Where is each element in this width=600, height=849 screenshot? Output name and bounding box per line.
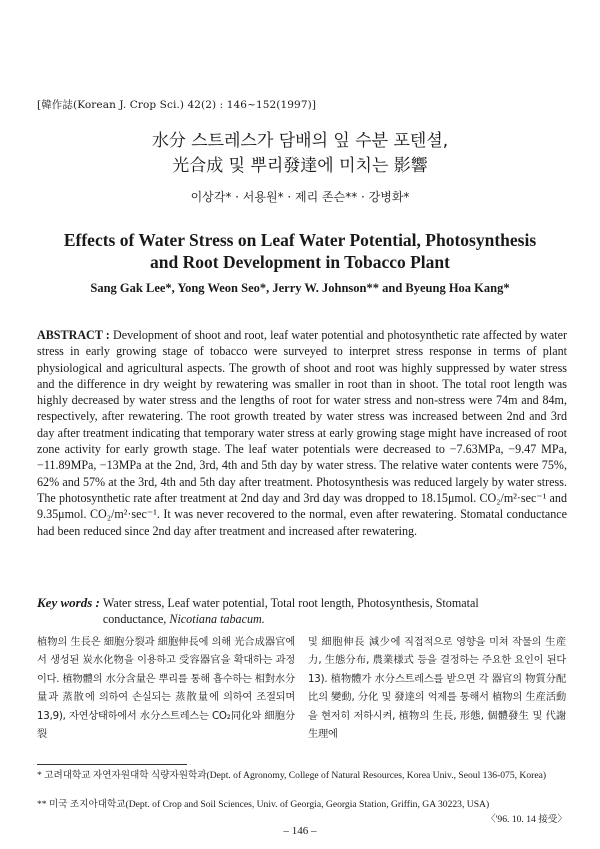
page-number: – 146 –: [283, 825, 317, 837]
abstract-text: Development of shoot and root, leaf water potential and photosynthetic rate affected by water stress in early growing stage of tobacco were surveyed to interpret stress response in terms of plant physiological and agricultural aspects. The growth of shoot and root was highly suppressed by water stress and the difference in dry weight by rewatering was smaller in root than in shoot. The total root length was highly decreased by water stress and the lengths of root for water stress and non-stress were 74m and 84m, respectively, after rewatering. The root growth treated by water stress was increased between 2nd and 3rd day after treatment indicating that temporary water stress at early growing stage might have increased of root zone activity for early growth stage. The leaf water potentials were decreased to −7.63MPa, −9.47 MPa, −11.89MPa, −13MPa at the 2nd, 3rd, 4th and 5th day by water stress. The relative water contents were 75%, 62% and 57% at the 3rd, 4th and 5th day after treatment. Photosynthesis was reduced largely by water stress. The photosynthetic rate after treatment at 2nd day and 3rd day was dropped to 18.15μmol. CO₂/m²·sec⁻¹ and 9.35μmol. CO₂/m²·sec⁻¹. It was never recovered to the normal, even after rewatering. Stomatal conductance had been reduced since 2nd day after treatment and increased after rewatering.: [37, 328, 567, 538]
korean-authors: 이상각* · 서용원* · 제리 존슨** · 강병화*: [190, 190, 410, 204]
footnote-affiliation-1: * 고려대학교 자연자원대학 식량자원학과(Dept. of Agronomy, College of Natural Resources, Korea Univ., Seoul 136-075, Korea): [37, 770, 547, 781]
english-title-line-2: and Root Development in Tobacco Plant: [150, 252, 450, 272]
english-authors: Sang Gak Lee*, Yong Weon Seo*, Jerry W. Johnson** and Byeung Hoa Kang*: [90, 281, 510, 295]
english-title-line-1: Effects of Water Stress on Leaf Water Potential, Photosynthesis: [63, 230, 537, 250]
keywords: [37, 595, 567, 627]
korean-title-line-2: 光合成 및 뿌리發達에 미치는 影響: [172, 156, 428, 176]
received-date: 〈'96. 10. 14 接受〉: [486, 814, 567, 825]
keywords-species: Nicotiana tabacum.: [169, 612, 265, 626]
abstract-label: ABSTRACT :: [37, 328, 110, 342]
keywords-text: Water stress, Leaf water potential, Total root length, Photosynthesis, Stomatal conductance,: [102, 596, 479, 626]
keywords-body: [103, 595, 515, 627]
abstract: [37, 327, 567, 539]
footnote-affiliation-2: ** 미국 조지아대학교(Dept. of Crop and Soil Sciences, Univ. of Georgia, Georgia Station, Griffin, GA 30223, USA): [37, 799, 490, 810]
keywords-label: Key words :: [37, 595, 100, 610]
body-right-column: 및 細胞伸長 減少에 직접적으로 영향을 미쳐 작물의 生産力, 生態分布, 農業様式 등을 결정하는 주요한 요인이 된다13). 植物體가 水分스트레스를 받으면 각 器官의 物質分配比의 變動, 分化 및 發達의 억제를 통해서 植物의 生産活動을 현저히 저하시켜, 植物의 生長, 形態, 個體發生 및 代謝生理에: [308, 637, 566, 741]
korean-title-line-1: 水分 스트레스가 담배의 잎 수분 포텐셜,: [151, 131, 449, 151]
body-left-column: 植物의 生長은 細胞分裂과 細胞伸長에 의해 光合成器官에서 생성된 炭水化物을 이용하고 受容器官을 확대하는 과정이다. 植物體의 水分含量은 뿌리를 통해 흡수하는 相對水分量과 蒸散에 의하여 손실되는 蒸散量에 의하여 조절되며13,9), 자연상태하에서 水分스트레스는 CO₂同化와 細胞分裂: [37, 637, 295, 741]
footnote-divider: [37, 764, 187, 765]
journal-citation: [韓作誌(Korean J. Crop Sci.) 42(2) : 146~152(1997)]: [37, 99, 317, 111]
